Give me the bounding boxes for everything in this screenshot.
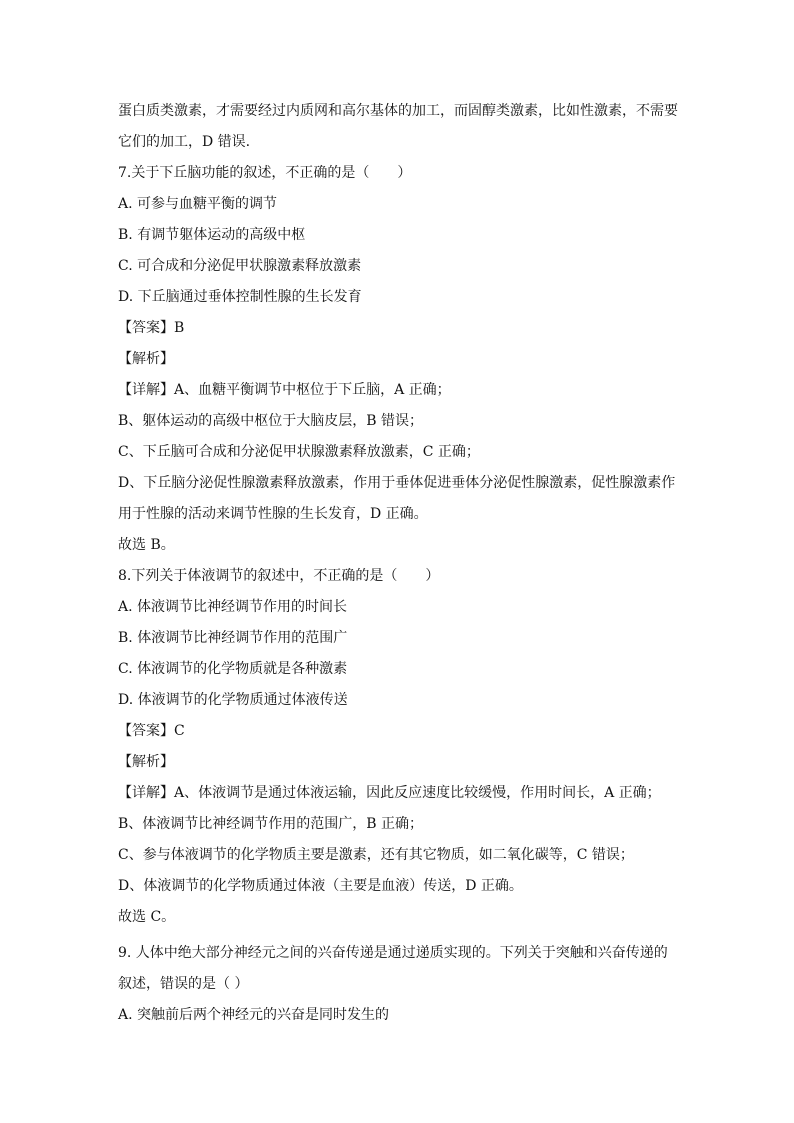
answer-line: 【答案】C <box>118 723 185 739</box>
explanation-line: D、体液调节的化学物质通过体液（主要是血液）传送，D 正确。 <box>118 878 523 894</box>
explanation-line: C、下丘脑可合成和分泌促甲状腺激素释放激素，C 正确； <box>118 444 480 460</box>
analysis-heading: 【解析】 <box>118 351 174 367</box>
answer-line: 【答案】B <box>118 320 185 336</box>
question-9-stem: 9. 人体中绝大部分神经元之间的兴奋传递是通过递质实现的。下列关于突触和兴奋传递的 <box>118 945 668 961</box>
option-a: A. 体液调节比神经调节作用的时间长 <box>118 599 348 615</box>
option-b: B. 有调节躯体运动的高级中枢 <box>118 227 306 243</box>
option-c: C. 可合成和分泌促甲状腺激素释放激素 <box>118 258 362 274</box>
question-9-stem: 叙述，错误的是（ ） <box>118 976 249 992</box>
text-line: 蛋白质类激素，才需要经过内质网和高尔基体的加工，而固醇类激素，比如性激素，不需要 <box>118 103 678 119</box>
explanation-line: 【详解】A、血糖平衡调节中枢位于下丘脑，A 正确； <box>118 382 451 398</box>
option-b: B. 体液调节比神经调节作用的范围广 <box>118 630 348 646</box>
explanation-line: D、下丘脑分泌促性腺激素释放激素，作用于垂体促进垂体分泌促性腺激素，促性腺激素作 <box>118 475 676 491</box>
analysis-heading: 【解析】 <box>118 754 174 770</box>
option-d: D. 体液调节的化学物质通过体液传送 <box>118 692 348 708</box>
explanation-line: 用于性腺的活动来调节性腺的生长发育，D 正确。 <box>118 506 428 522</box>
option-a: A. 突触前后两个神经元的兴奋是同时发生的 <box>118 1007 390 1023</box>
explanation-line: C、参与体液调节的化学物质主要是激素，还有其它物质，如二氧化碳等，C 错误； <box>118 847 634 863</box>
question-7-stem: 7.关于下丘脑功能的叙述，不正确的是（ ） <box>118 165 412 181</box>
question-8-stem: 8.下列关于体液调节的叙述中，不正确的是（ ） <box>118 568 440 584</box>
explanation-line: B、体液调节比神经调节作用的范围广，B 正确； <box>118 816 424 832</box>
conclusion-line: 故选 B。 <box>118 537 175 553</box>
option-d: D. 下丘脑通过垂体控制性腺的生长发育 <box>118 289 362 305</box>
explanation-line: B、躯体运动的高级中枢位于大脑皮层，B 错误； <box>118 413 424 429</box>
text-line: 它们的加工，D 错误. <box>118 134 251 150</box>
explanation-line: 【详解】A、体液调节是通过体液运输，因此反应速度比较缓慢，作用时间长，A 正确； <box>118 785 661 801</box>
option-a: A. 可参与血糖平衡的调节 <box>118 196 278 212</box>
conclusion-line: 故选 C。 <box>118 909 176 925</box>
option-c: C. 体液调节的化学物质就是各种激素 <box>118 661 348 677</box>
